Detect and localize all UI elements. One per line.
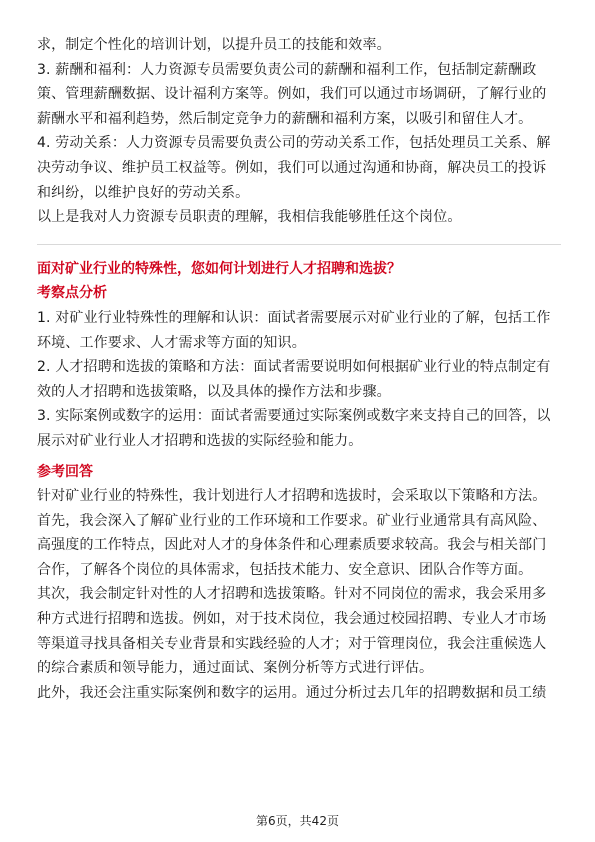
page-content [37,33,561,705]
question-title: 面对矿业行业的特殊性，您如何计划进行人才招聘和选拔？ [37,260,401,277]
analysis-item-1: 1. 对矿业行业特殊性的理解和认识：面试者需要展示对矿业行业的了解，包括工作 环境、工作要求、人才需求等方面的知识。 [37,309,551,351]
answer-paragraph-3: 其次，我会制定针对性的人才招聘和选拔策略。针对不同岗位的需求，我会采用多 种方式进行招聘和选拔。例如，对于技术岗位，我会通过校园招聘、专业人才市场 等渠道寻找具备相关专业背景和实践经验的人才；对于管理岗位，我会注重候选人 的综合素质和领导能力，通过面试、案例分析等方式进行评估。 [37,586,547,677]
paragraph-salary-benefits: 3. 薪酬和福利：人力资源专员需要负责公司的薪酬和福利工作，包括制定薪酬政 策、管理薪酬数据、设计福利方案等。例如，我们可以通过市场调研，了解行业的 薪酬水平和福利趋势，然后制定竞争力的薪酬和福利方案，以吸引和留住人才。 [37,61,547,127]
analysis-heading: 考察点分析 [37,285,107,302]
paragraph-labor-relations: 4. 劳动关系：人力资源专员需要负责公司的劳动关系工作，包括处理员工关系、解 决劳动争议、维护员工权益等。例如，我们可以通过沟通和协商，解决员工的投诉 和纠纷，以维护良好的劳动关系。 [37,135,551,201]
answer-paragraph-2: 首先，我会深入了解矿业行业的工作环境和工作要求。矿业行业通常具有高风险、 高强度的工作特点，因此对人才的身体条件和心理素质要求较高。我会与相关部门 合作，了解各个岗位的具体需求，包括技术能力、安全意识、团队合作等方面。 [37,512,547,578]
page-number: 第6页，共42页 [256,814,339,828]
section-divider [37,244,561,245]
paragraph-conclusion: 以上是我对人力资源专员职责的理解，我相信我能够胜任这个岗位。 [37,209,462,226]
answer-paragraph-1: 针对矿业行业的特殊性，我计划进行人才招聘和选拔时，会采取以下策略和方法。 [37,488,547,505]
paragraph-continuation: 求，制定个性化的培训计划，以提升员工的技能和效率。 [37,37,391,53]
analysis-item-3: 3. 实际案例或数字的运用：面试者需要通过实际案例或数字来支持自己的回答，以 展示对矿业行业人才招聘和选拔的实际经验和能力。 [37,408,551,449]
answer-paragraph-4: 此外，我还会注重实际案例和数字的运用。通过分析过去几年的招聘数据和员工绩 [37,684,547,701]
answer-heading: 参考回答 [37,463,93,480]
analysis-item-2: 2. 人才招聘和选拔的策略和方法：面试者需要说明如何根据矿业行业的特点制定有 效的人才招聘和选拔策略，以及具体的操作方法和步骤。 [37,359,551,400]
